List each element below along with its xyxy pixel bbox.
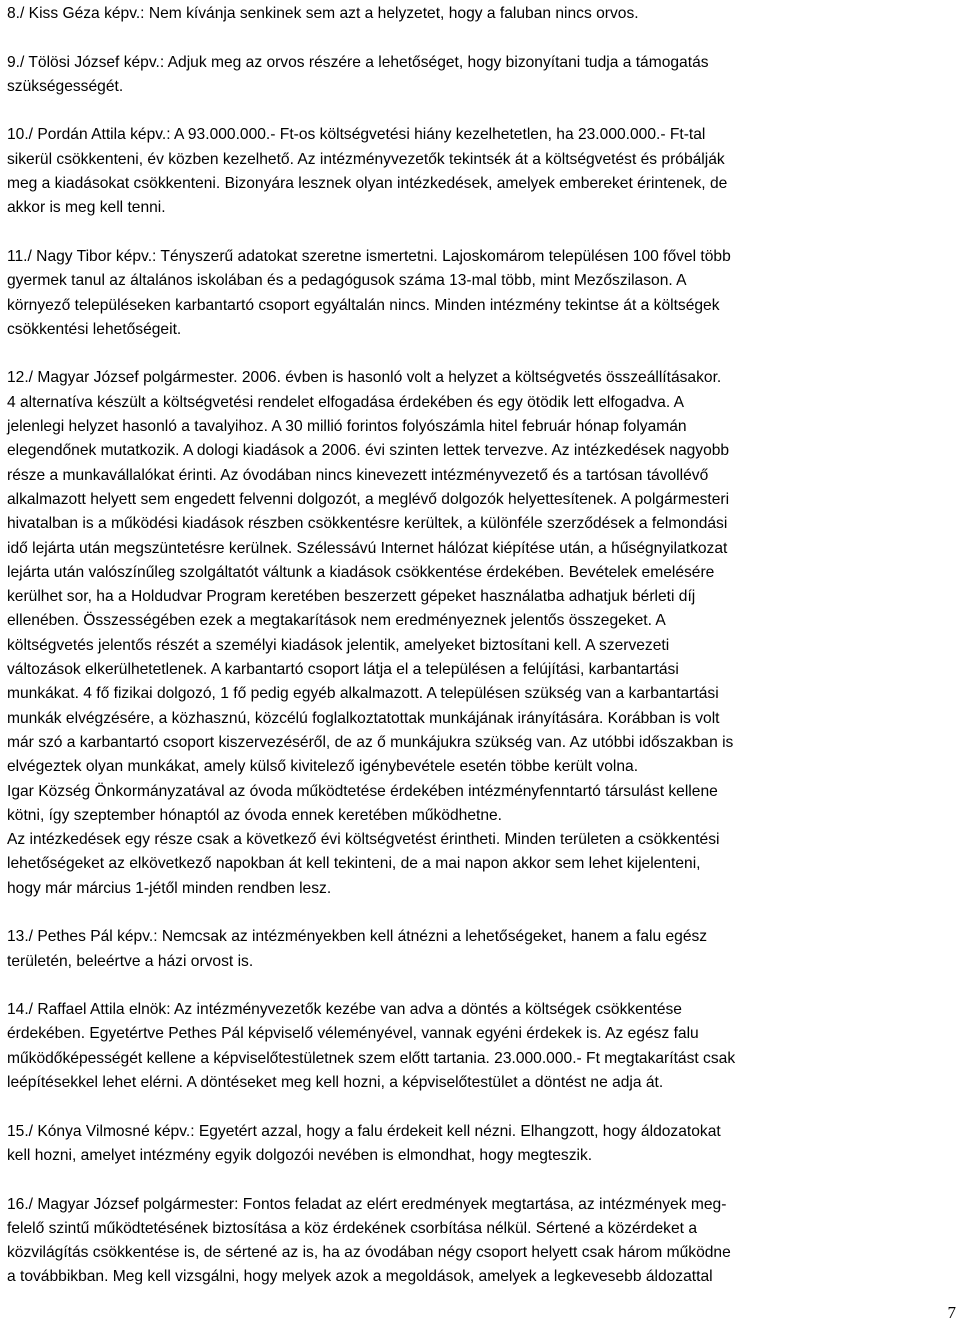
paragraph-magyar-jozsef-16: 16./ Magyar József polgármester: Fontos feladat az elért eredmények megtartása, az intézmények meg- felelő szintű működtetésének biztosítása a köz érdekének csorbítása nélkül. Sértené a közérdeket a közvilágítás csökkentése is, de sértené az is, ha az óvodában négy csoport helyett csak három működne a továbbikban. Meg kell vizsgálni, hogy melyek azok a megoldások, amelyek a legkevesebb áldozattal xyxy=(7,1195,731,1286)
paragraph-tolosi-jozsef: 9./ Tölösi József képv.: Adjuk meg az orvos részére a lehetőséget, hogy bizonyítani tudja a támogatás szükségességét. xyxy=(7,53,709,95)
paragraph-konya-vilmosne: 15./ Kónya Vilmosné képv.: Egyetért azzal, hogy a falu érdekeit kell nézni. Elhangzott, hogy áldozatokat kell hozni, amelyet intézmény egyik dolgozói nevében is elmondhat, hogy megteszik. xyxy=(7,1122,721,1164)
page-number: 7 xyxy=(947,1303,956,1322)
paragraph-pethes-pal: 13./ Pethes Pál képv.: Nemcsak az intézményekben kell átnézni a lehetőségeket, hanem a falu egész területén, beleértve a házi orvost is. xyxy=(7,928,708,970)
paragraph-nagy-tibor: 11./ Nagy Tibor képv.: Tényszerű adatokat szeretne ismertetni. Lajoskomárom településen 100 fővel több gyermek tanul az általános iskolában és a pedagógusok száma 13-mal több, mint Mezőszilason. A környező településeken karbantartó csoport egyáltalán nincs. Minden intézmény tekintse át a költségek csökkentési lehetőségeit. xyxy=(7,247,731,338)
paragraph-raffael-attila: 14./ Raffael Attila elnök: Az intézményvezetők kezébe van adva a döntés a költségek csökkentése érdekében. Egyetértve Pethes Pál képviselő véleményével, vannak egyéni érdekek is. Az egész falu működőképességét kellene a képviselőtestületnek szem előtt tartania. 23.000.000.- Ft megtakarítást csak leépítésekkel lehet elérni. A döntéseket meg kell hozni, a képviselőtestület a döntést ne adja át. xyxy=(7,1001,736,1092)
paragraph-pordan-attila: 10./ Pordán Attila képv.: A 93.000.000.- Ft-os költségvetési hiány kezelhetetlen, ha 23.000.000.- Ft-tal sikerül csökkenteni, év közben kezelhető. Az intézményvezetők tekintsék át a költségvetést és próbálják meg a kiadásokat csökkenteni. Bizonyára lesznek olyan intézkedések, amelyek embereket érintenek, de akkor is meg kell tenni. xyxy=(7,126,728,217)
paragraph-magyar-jozsef-12: 12./ Magyar József polgármester. 2006. évben is hasonló volt a helyzet a költségvetés összeállításakor. 4 alternatíva készült a költségvetési rendelet elfogadása érdekében és egy ötödik lett elfogadva. A jelenlegi helyzet hasonló a tavalyihoz. A 30 millió forintos folyószámla hitel február hónap folyamán elegendőnek mutatkozik. A dologi kiadások a 2006. évi szinten lettek tervezve. Az intézkedések nagyobb része a munkavállalókat érinti. Az óvodában nincs kinevezett intézményvezető és a tartósan távollévő alkalmazott helyett sem engedett felvenni dolgozót, a meglévő dolgozók helyettesítenek. A polgármesteri hivatalban is a működési kiadások részben csökkentésre kerültek, a különféle szerződések a felmondási idő lejárta után megszüntetésre kerülnek. Szélessávú Internet hálózat kiépítése után, a hűségnyilatkozat lejárta után valószínűleg szolgáltatót váltunk a kiadások csökkentése érdekében. Bevételek emelésére kerülhet sor, ha a Holdudvar Program keretében beszerzett gépeket használatba adhatjuk bérleti díj ellenében. Összességében ezek a megtakarítások nem eredményeznek jelentős összegeket. A költségvetés jelentős részét a személyi kiadások jelentik, amelyeket biztosítani kell. A szervezeti változások elkerülhetetlenek. A karbantartó csoport látja el a településen a felújítási, karbantartási munkákat. 4 fő fizikai dolgozó, 1 fő pedig egyéb alkalmazott. A településen szükség van a karbantartási munkák elvégzésére, a közhasznú, közcélú foglalkoztatottak munkájának irányítására. Korábban is volt már szó a karbantartó csoport kiszervezéséről, de az ő munkájukra szükség van. Az utóbbi időszakban is elvégeztek olyan munkákat, amely külső kivitelező igénybevétele esetén többe került volna. Igar Község Önkormányzatával az óvoda működtetése érdekében intézményfenntartó társulást kellene kötni, így szeptember hónaptól az óvoda ennek keretében működhetne. Az intézkedések egy része csak a következő évi költségvetést érintheti. Minden területen a csökkentési lehetőségeket az elkövetkező napokban át kell tekinteni, de a mai napon akkor sem lehet kijelenteni, hogy már március 1-jétől minden rendben lesz. xyxy=(7,369,734,897)
paragraph-kiss-geza: 8./ Kiss Géza képv.: Nem kívánja senkinek sem azt a helyzetet, hogy a faluban nincs orvos. xyxy=(7,5,639,22)
document-page xyxy=(7,2,953,1314)
